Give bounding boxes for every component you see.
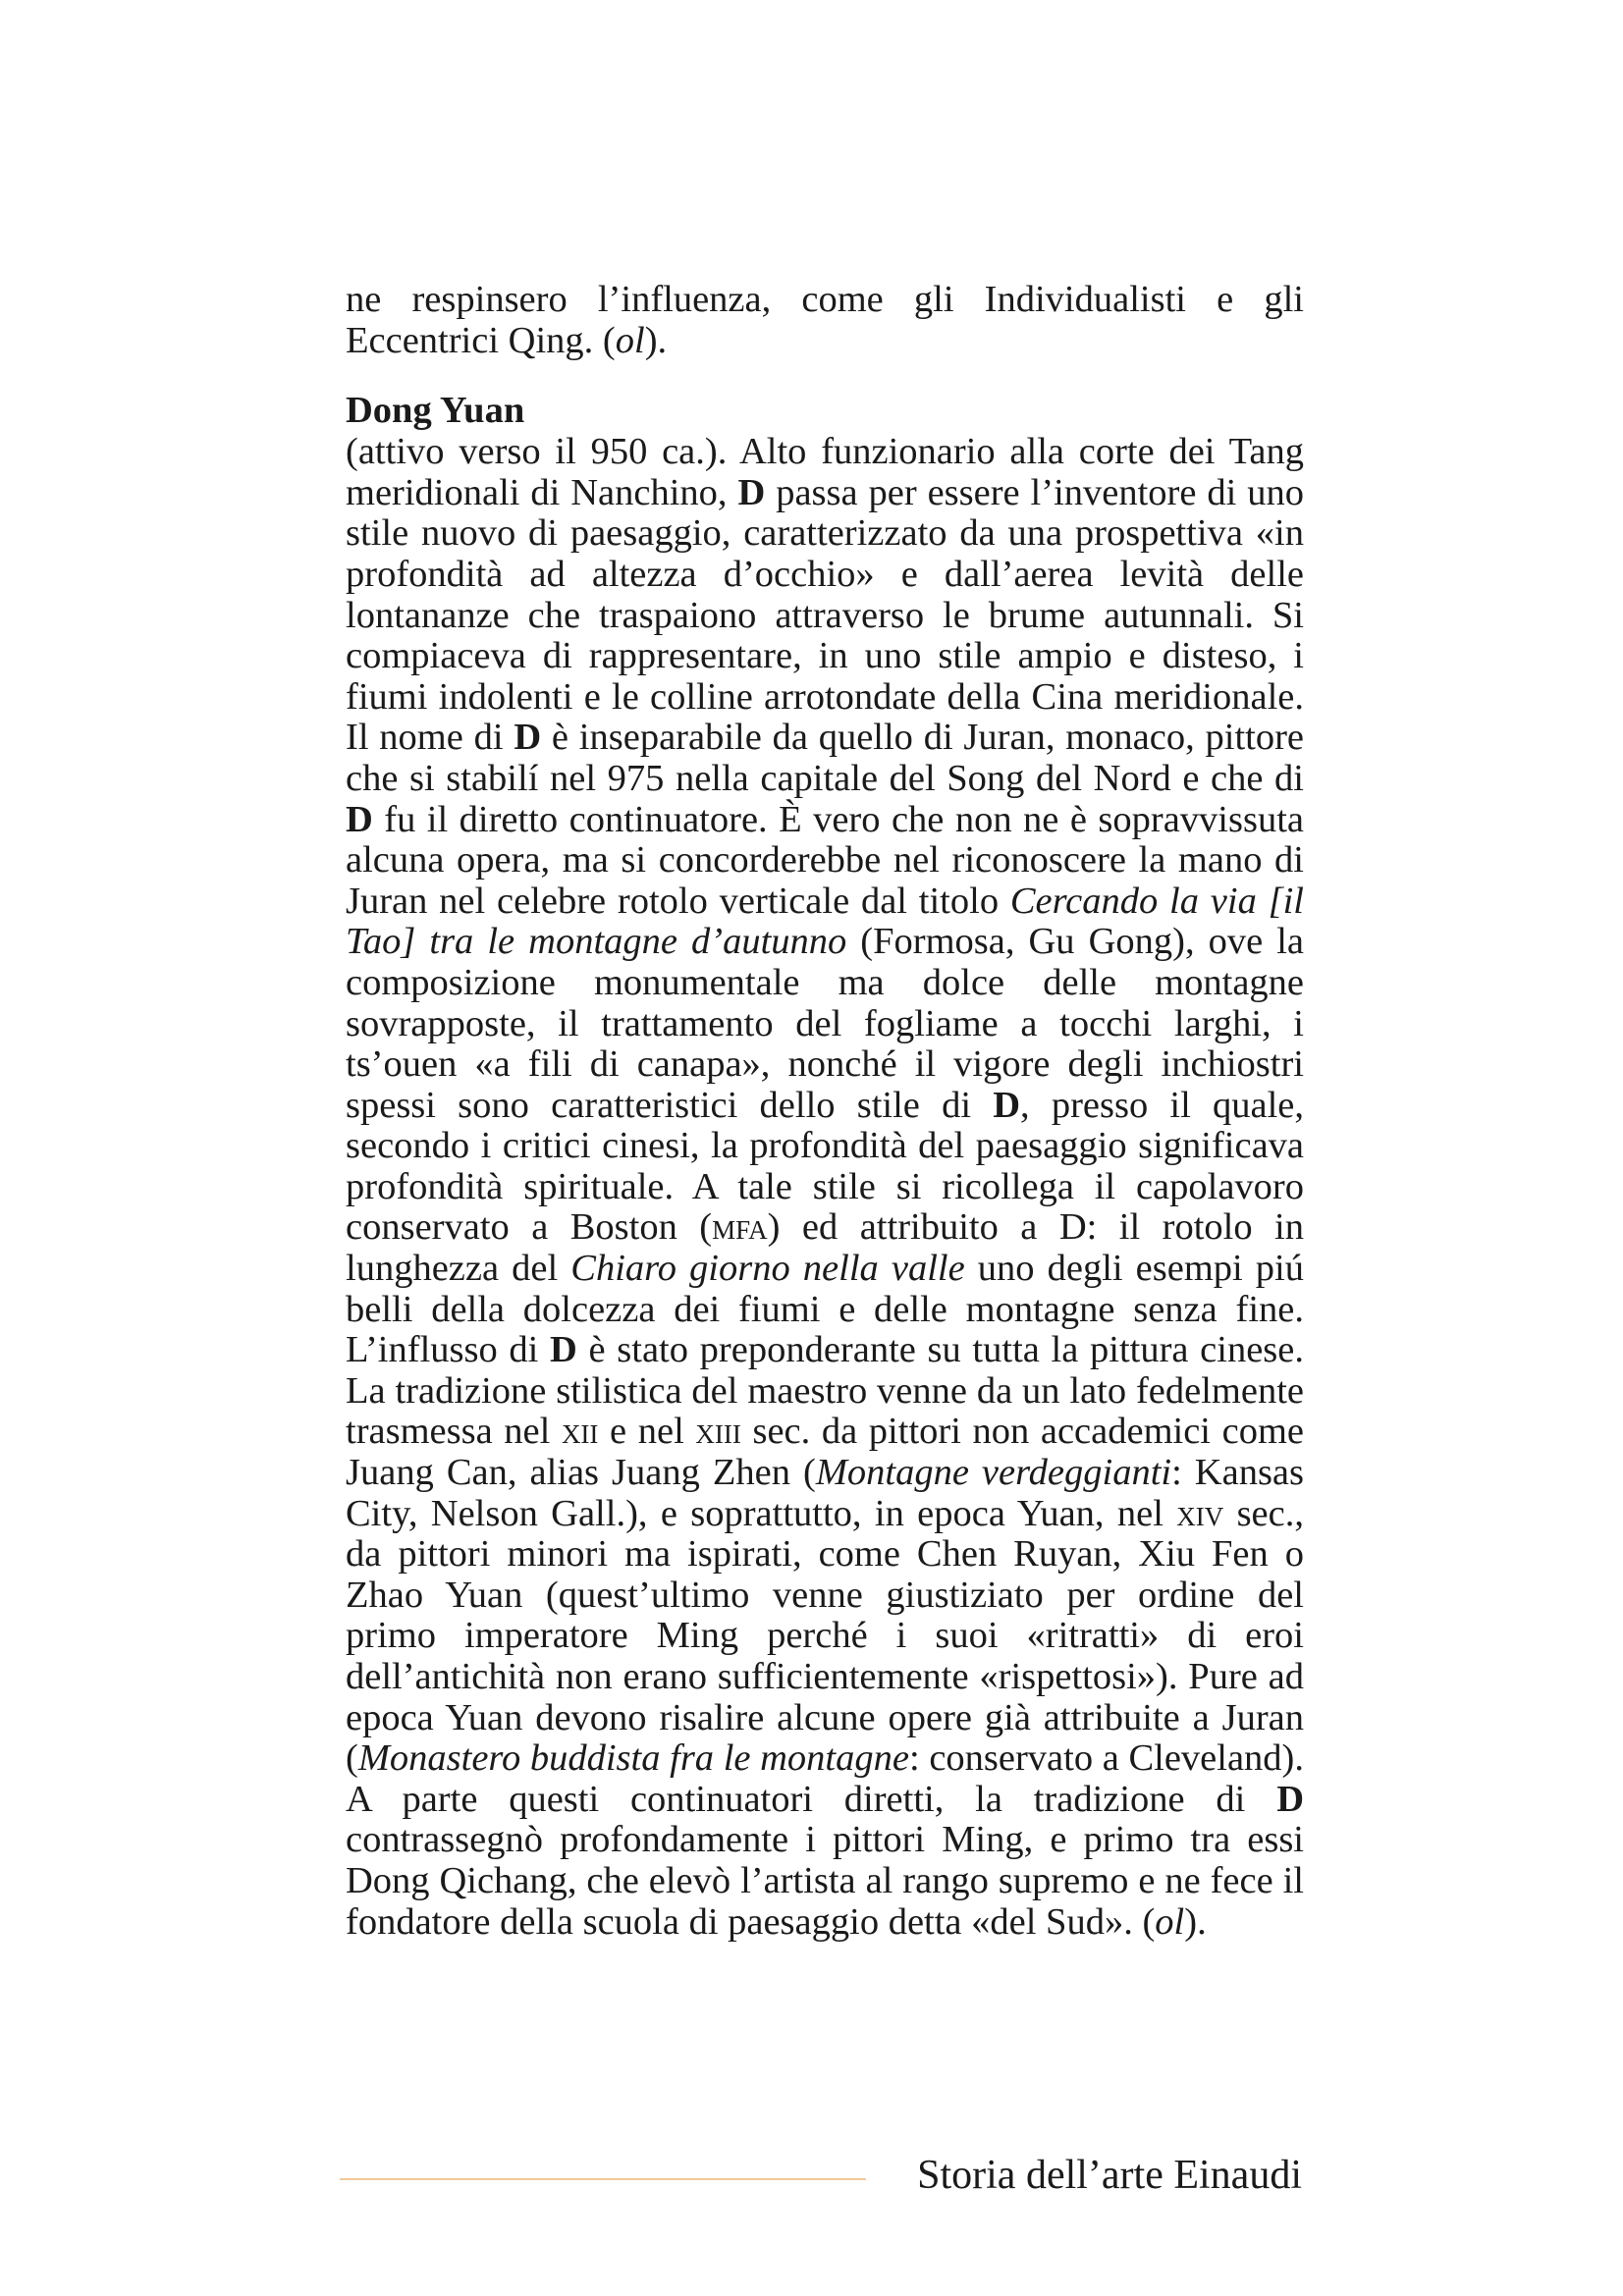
artwork-title: Cercando la via [il Tao] tra le montagne d’autunno <box>346 880 1304 963</box>
footer-title: Storia dell’arte Einaudi <box>917 2153 1302 2198</box>
entry-abbreviation: D <box>1276 1778 1304 1820</box>
entry-paragraph <box>346 432 1304 1943</box>
entry-text: è stato preponderante su tutta la pittura cinese. La tradizione stilistica del maestro venne da un lato fedelmente trasmessa nel <box>346 1329 1304 1453</box>
entry-abbreviation: D <box>737 471 766 513</box>
century-numeral: xiv <box>1176 1492 1224 1534</box>
entry-text: , presso il quale, secondo i critici cinesi, la profondità del paesaggio significava profondità spirituale. A tale stile si ricollega il capolavoro conservato a Boston ( <box>346 1084 1304 1249</box>
entry-abbreviation: D <box>550 1329 577 1371</box>
entry-text: passa per essere l’inventore di uno stile nuovo di paesaggio, caratterizzato da una prospettiva «in profondità ad altezza d’occhio» e dall’aerea levità delle lontananze che traspaiono attraverso le brume autunnali. Si compiaceva di rappresentare, in uno stile ampio e disteso, i fiumi indolenti e le colline arrotondate della Cina meridionale. Il nome di <box>346 471 1304 759</box>
entry-heading: Dong Yuan <box>346 390 525 432</box>
century-numeral: xiii <box>695 1411 741 1453</box>
entry-abbreviation: D <box>346 798 373 840</box>
entry-text: : conservato a Cleveland). A parte questi continuatori diretti, la tradizione di <box>346 1737 1304 1820</box>
intro-text: ne respinsero l’influenza, come gli Individualisti e gli Eccentrici Qing. ( <box>346 279 1304 361</box>
artwork-title: Monastero buddista fra le montagne <box>357 1737 909 1780</box>
entry-abbreviation: D <box>514 717 542 759</box>
museum-abbreviation: mfa <box>712 1206 768 1249</box>
author-signature: ol <box>1155 1900 1185 1943</box>
entry-end: ). <box>1184 1900 1207 1943</box>
artwork-title: Chiaro giorno nella valle <box>570 1248 965 1290</box>
entry-abbreviation: D <box>993 1084 1021 1126</box>
entry-text: uno degli esempi piú belli della dolcezza dei fiumi e delle montagne senza fine. L’influsso di <box>346 1248 1305 1371</box>
entry-text: è inseparabile da quello di Juran, monaco, pittore che si stabilí nel 975 nella capitale del Song del Nord e che di <box>346 717 1304 799</box>
intro-end: ). <box>644 319 668 361</box>
entry-text: : Kansas City, Nelson Gall.), e soprattutto, in epoca Yuan, nel <box>346 1452 1304 1534</box>
entry-text: sec. da pittori non accademici come Juang Can, alias Juang Zhen ( <box>346 1411 1304 1494</box>
footer-rule <box>340 2178 866 2180</box>
entry-text: e nel <box>598 1411 696 1453</box>
article-body <box>346 280 1304 1943</box>
author-signature: ol <box>615 319 645 361</box>
entry-text: contrassegnò profondamente i pittori Ming, e primo tra essi Dong Qichang, che elevò l’artista al rango supremo e ne fece il fondatore della scuola di paesaggio detta «del Sud». ( <box>346 1819 1304 1943</box>
entry-text: (Formosa, Gu Gong), ove la composizione monumentale ma dolce delle montagne sovrapposte, il trattamento del fogliame a tocchi larghi, i ts’ouen «a fili di canapa», nonché il vigore degli inchiostri spessi sono caratteristici dello stile di <box>346 921 1304 1126</box>
entry-text: fu il diretto continuatore. È vero che non ne è sopravvissuta alcuna opera, ma si concorderebbe nel riconoscere la mano di Juran nel celebre rotolo verticale dal titolo <box>346 798 1304 922</box>
intro-paragraph <box>346 280 1304 361</box>
entry-text: (attivo verso il 950 ca.). Alto funzionario alla corte dei Tang meridionali di Nanchino, <box>346 431 1304 513</box>
entry-text: sec., da pittori minori ma ispirati, come Chen Ruyan, Xiu Fen o Zhao Yuan (quest’ultimo venne giustiziato per ordine del primo imperatore Ming perché i suoi «ritratti» di eroi dell’antichità non erano sufficientemente «rispettosi»). Pure ad epoca Yuan devono risalire alcune opere già attribuite a Juran ( <box>346 1492 1304 1780</box>
century-numeral: xii <box>561 1411 599 1453</box>
entry-text: ) ed attribuito a D: il rotolo in lunghezza del <box>346 1206 1304 1290</box>
artwork-title: Montagne verdeggianti <box>815 1452 1172 1494</box>
